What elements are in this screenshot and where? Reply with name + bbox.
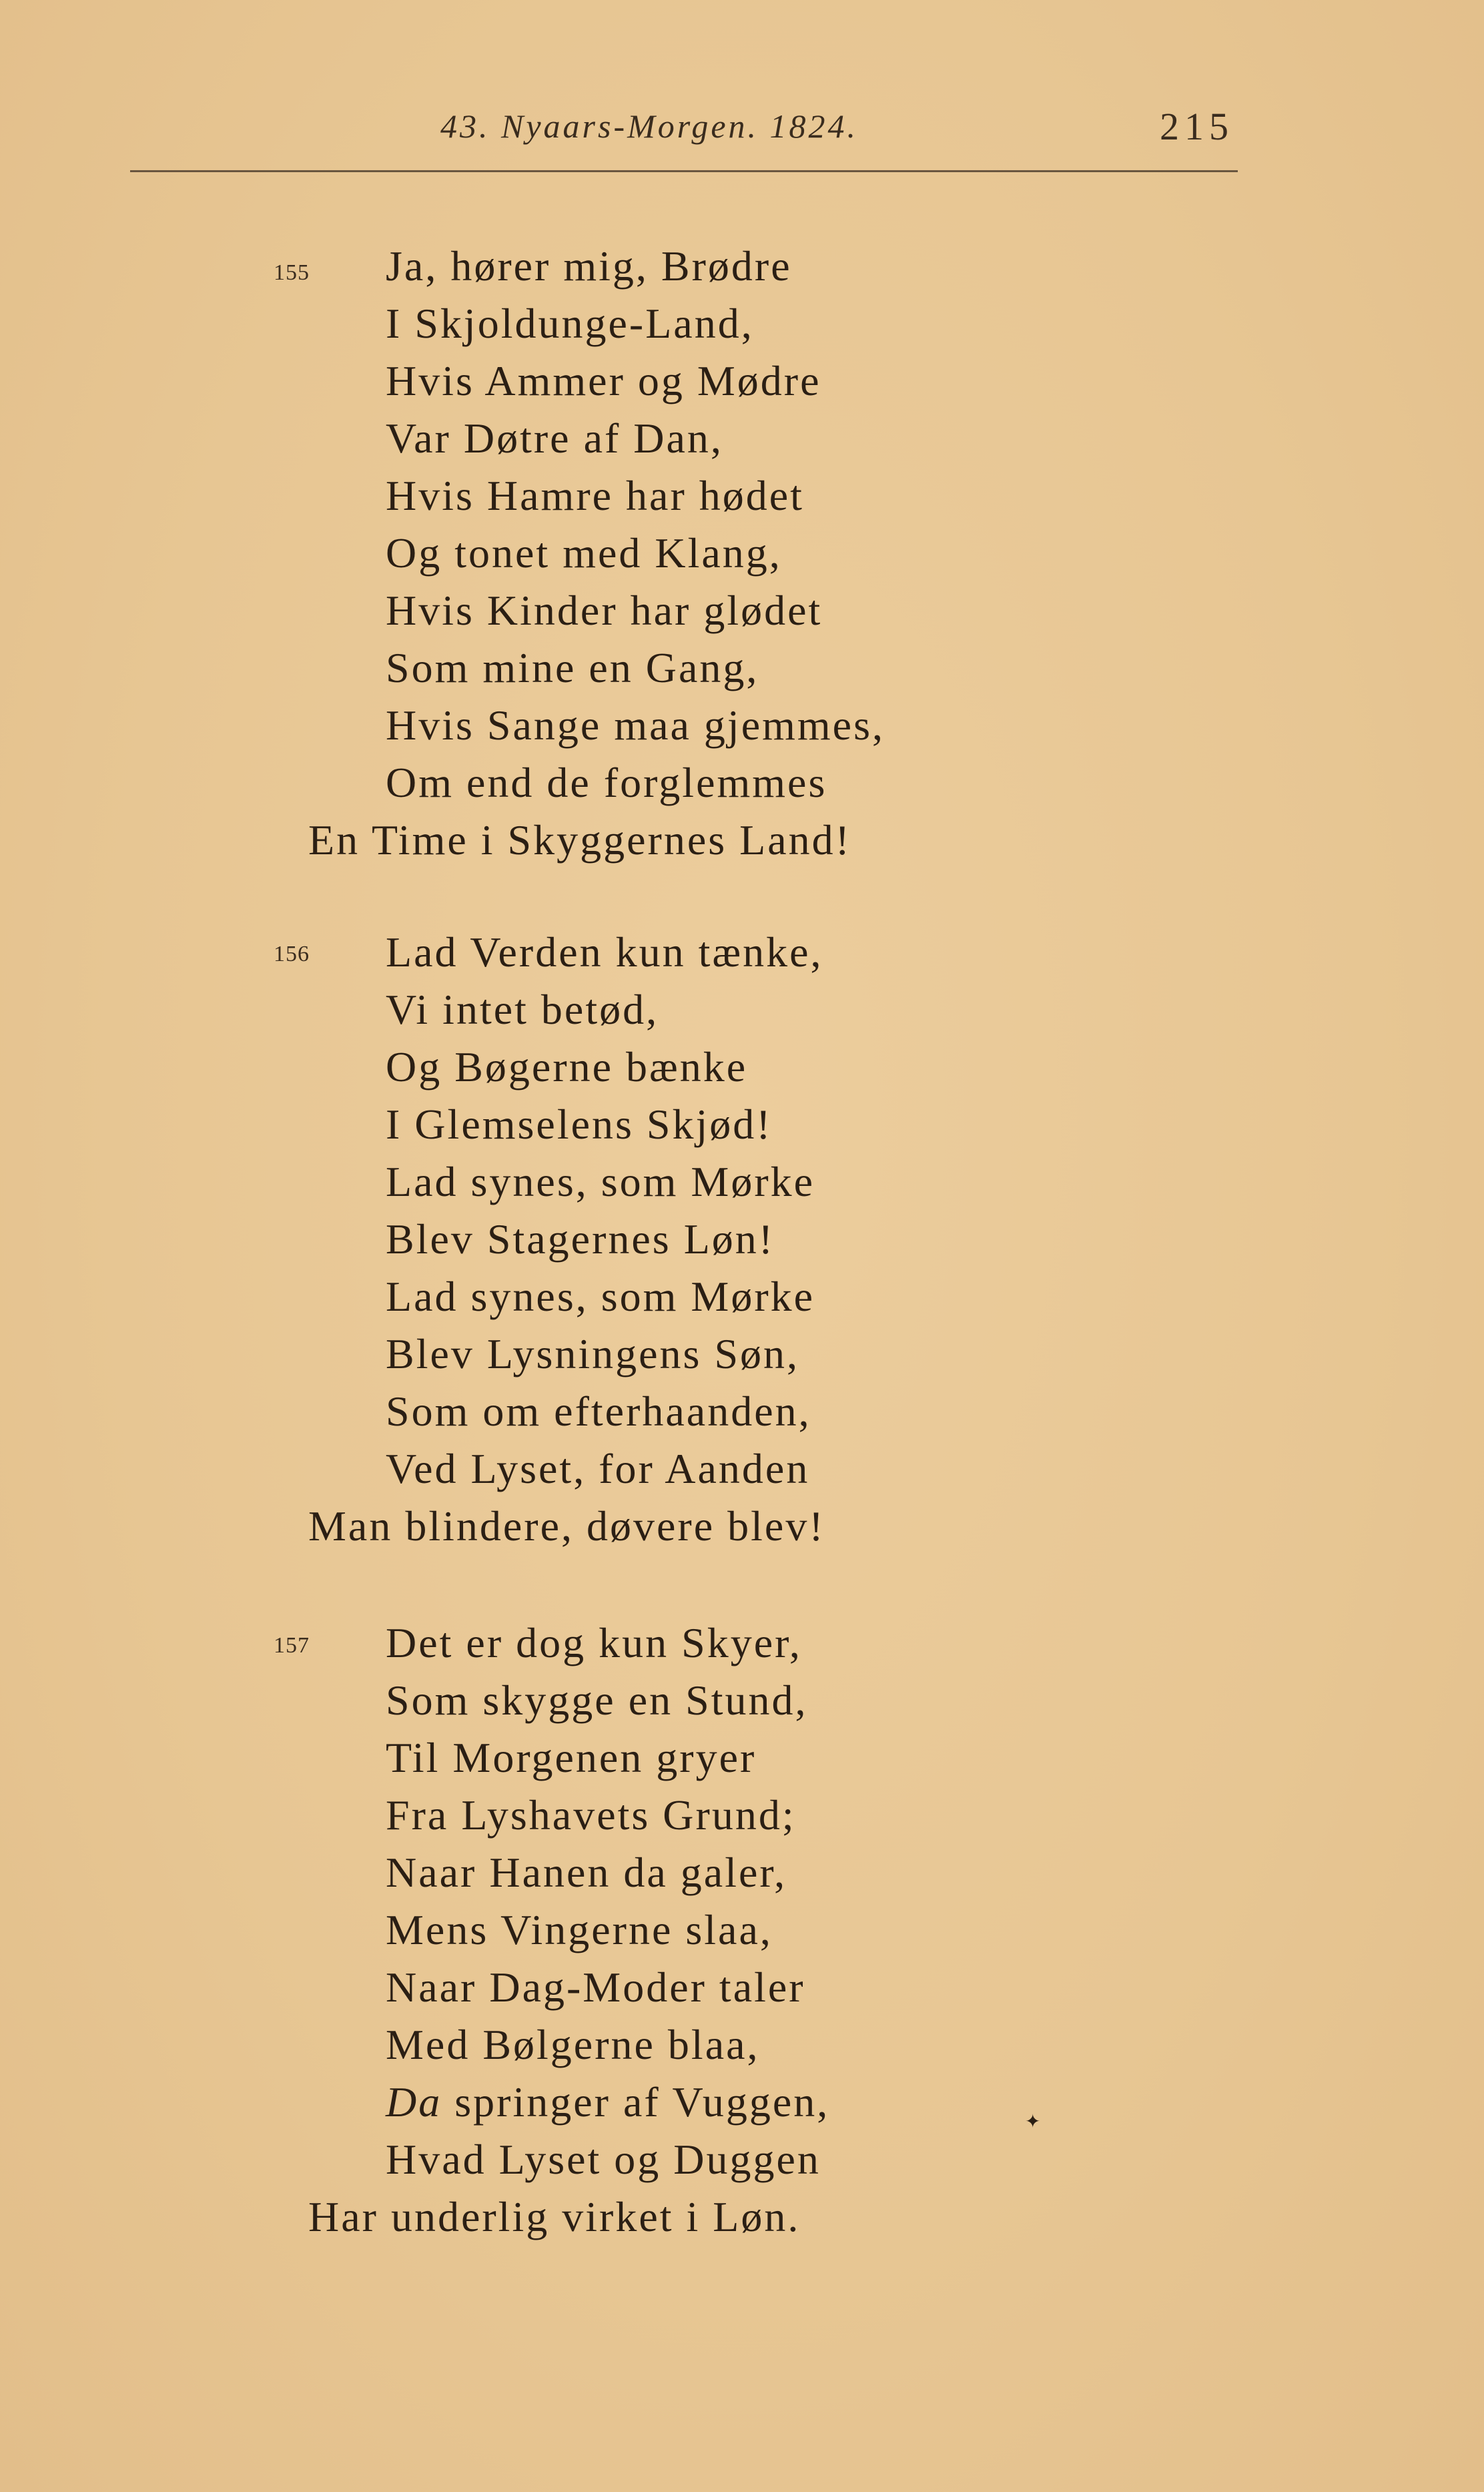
running-header	[0, 100, 1484, 153]
verse-line: Naar Dag-Moder taler	[386, 1963, 805, 2011]
verse-line: Lad synes, som Mørke	[386, 1273, 815, 1320]
verse-line: Har underlig virket i Løn.	[308, 2193, 801, 2240]
verse-line: Ved Lyset, for Aanden	[386, 1445, 810, 1492]
verse-line: En Time i Skyggernes Land!	[308, 816, 851, 864]
verse-line: Blev Stagernes Løn!	[386, 1215, 775, 1263]
verse-line: Hvis Sange maa gjemmes,	[386, 701, 885, 749]
verse-line	[386, 2078, 830, 2126]
header-rule	[130, 170, 1238, 172]
verse-line: Om end de forglemmes	[386, 759, 827, 806]
stanza-number: 156	[274, 942, 310, 966]
verse-line: Med Bølgerne blaa,	[386, 2021, 760, 2068]
verse-line: Var Døtre af Dan,	[386, 414, 723, 462]
verse-line: Man blindere, døvere blev!	[308, 1502, 825, 1550]
page-number: 215	[1160, 105, 1234, 148]
verse-line-text: springer af Vuggen,	[454, 2078, 830, 2126]
verse-line: Vi intet betød,	[386, 986, 659, 1033]
verse-line: Lad Verden kun tænke,	[386, 928, 823, 976]
verse-line: Som skygge en Stund,	[386, 1676, 808, 1724]
verse-line: Blev Lysningens Søn,	[386, 1330, 800, 1377]
running-title: 43. Nyaars-Morgen. 1824.	[440, 107, 859, 145]
stanza-number: 155	[274, 260, 310, 285]
verse-line: Lad synes, som Mørke	[386, 1158, 815, 1205]
verse-line: Mens Vingerne slaa,	[386, 1906, 773, 1953]
verse-line: Hvis Hamre har hødet	[386, 472, 804, 519]
verse-line: Og Bøgerne bænke	[386, 1043, 748, 1091]
verse-line: Fra Lyshavets Grund;	[386, 1791, 796, 1839]
ornament-mark: ✦	[1025, 2112, 1041, 2132]
verse-line: Det er dog kun Skyer,	[386, 1619, 802, 1666]
verse-line: I Skjoldunge-Land,	[386, 300, 754, 347]
italic-word: Da	[386, 2078, 442, 2126]
stanza-number: 157	[274, 1633, 310, 1658]
verse-line: Og tonet med Klang,	[386, 529, 782, 577]
verse-line: Hvis Ammer og Mødre	[386, 357, 821, 404]
verse-line: Som mine en Gang,	[386, 644, 759, 691]
verse-line: Hvad Lyset og Duggen	[386, 2136, 821, 2183]
verse-line: Naar Hanen da galer,	[386, 1849, 787, 1896]
verse-line: Ja, hører mig, Brødre	[386, 242, 792, 290]
verse-line: Hvis Kinder har glødet	[386, 587, 823, 634]
verse-line: Til Morgenen gryer	[386, 1734, 757, 1781]
verse-line: I Glemselens Skjød!	[386, 1101, 773, 1148]
verse-line: Som om efterhaanden,	[386, 1387, 811, 1435]
